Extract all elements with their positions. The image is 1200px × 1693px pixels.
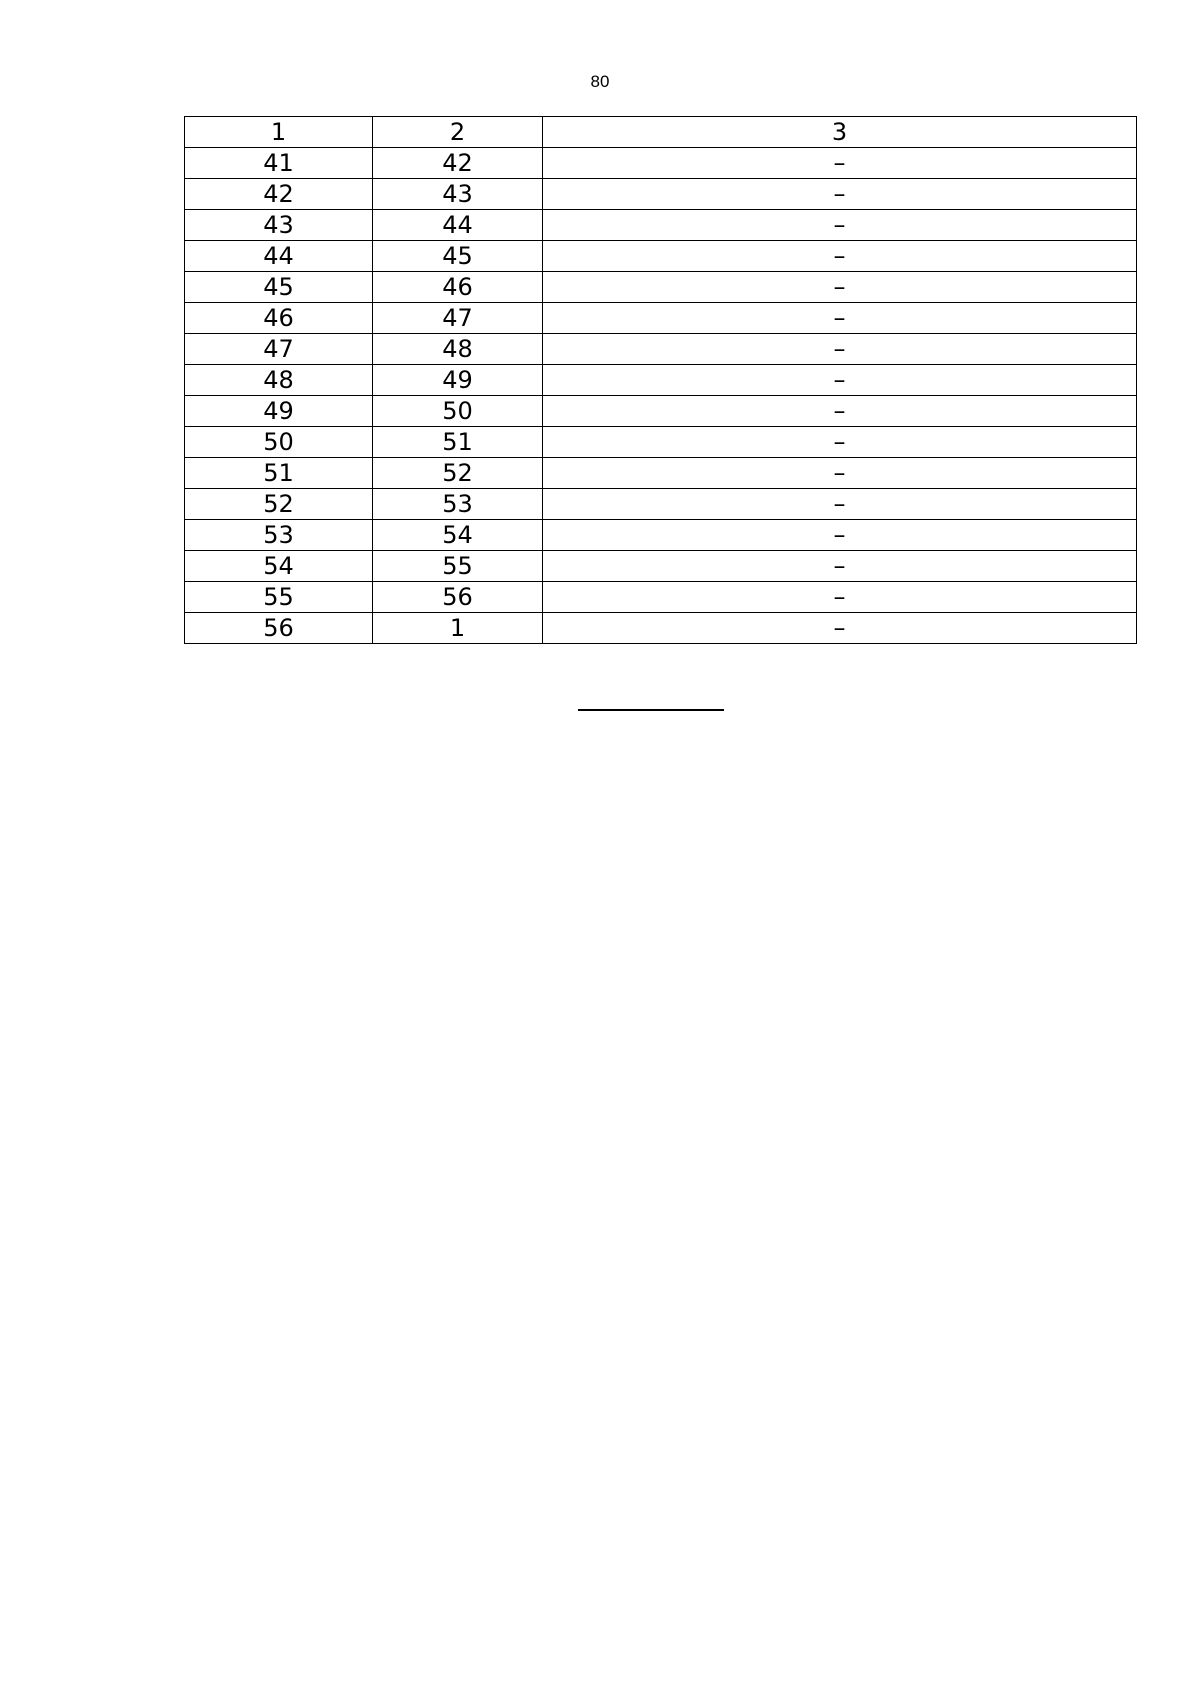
table-cell: 43	[185, 210, 373, 241]
end-of-document-rule	[578, 709, 724, 711]
table-cell: 56	[373, 582, 543, 613]
table-row	[185, 272, 1137, 303]
table-cell: 51	[373, 427, 543, 458]
column-number-1: 1	[185, 117, 373, 148]
table-cell: 51	[185, 458, 373, 489]
table-cell: 44	[185, 241, 373, 272]
table-cell: –	[543, 551, 1137, 582]
table-row	[185, 489, 1137, 520]
table-cell: 50	[373, 396, 543, 427]
table-cell: –	[543, 179, 1137, 210]
table-cell: –	[543, 427, 1137, 458]
table-cell: 53	[373, 489, 543, 520]
table-row	[185, 613, 1137, 644]
table-cell: 41	[185, 148, 373, 179]
table-cell: 42	[373, 148, 543, 179]
table-cell: –	[543, 365, 1137, 396]
table-cell: 46	[373, 272, 543, 303]
table-cell: –	[543, 613, 1137, 644]
table-cell: –	[543, 334, 1137, 365]
table-cell: 42	[185, 179, 373, 210]
table-cell: 46	[185, 303, 373, 334]
table-body	[185, 117, 1137, 644]
table-row	[185, 396, 1137, 427]
page-number: 80	[590, 72, 610, 91]
table-header-row	[185, 117, 1137, 148]
table-cell: –	[543, 272, 1137, 303]
table-row	[185, 241, 1137, 272]
table-cell: 56	[185, 613, 373, 644]
table-row	[185, 582, 1137, 613]
table-cell: 45	[185, 272, 373, 303]
table-row	[185, 303, 1137, 334]
table-cell: 53	[185, 520, 373, 551]
table-cell: 1	[373, 613, 543, 644]
table-cell: 52	[373, 458, 543, 489]
table-row	[185, 551, 1137, 582]
table-cell: 47	[373, 303, 543, 334]
data-table	[184, 116, 1137, 644]
table-cell: –	[543, 148, 1137, 179]
table-row	[185, 148, 1137, 179]
table-cell: 44	[373, 210, 543, 241]
table-cell: 50	[185, 427, 373, 458]
table-row	[185, 365, 1137, 396]
table-cell: –	[543, 396, 1137, 427]
column-number-3: 3	[543, 117, 1137, 148]
table-row	[185, 458, 1137, 489]
table-cell: 54	[185, 551, 373, 582]
table-row	[185, 427, 1137, 458]
table-cell: –	[543, 303, 1137, 334]
table-cell: 47	[185, 334, 373, 365]
table-cell: 49	[373, 365, 543, 396]
column-number-2: 2	[373, 117, 543, 148]
table-cell: 49	[185, 396, 373, 427]
table-cell: –	[543, 582, 1137, 613]
table-row	[185, 179, 1137, 210]
table-cell: –	[543, 489, 1137, 520]
table-cell: 52	[185, 489, 373, 520]
table-cell: 48	[373, 334, 543, 365]
table-cell: 55	[373, 551, 543, 582]
table-cell: 48	[185, 365, 373, 396]
table-cell: –	[543, 458, 1137, 489]
table-row	[185, 210, 1137, 241]
table-cell: –	[543, 520, 1137, 551]
table-row	[185, 334, 1137, 365]
table-row	[185, 520, 1137, 551]
table-cell: 55	[185, 582, 373, 613]
table-cell: 54	[373, 520, 543, 551]
table-cell: 43	[373, 179, 543, 210]
table-cell: 45	[373, 241, 543, 272]
table-cell: –	[543, 210, 1137, 241]
table-cell: –	[543, 241, 1137, 272]
